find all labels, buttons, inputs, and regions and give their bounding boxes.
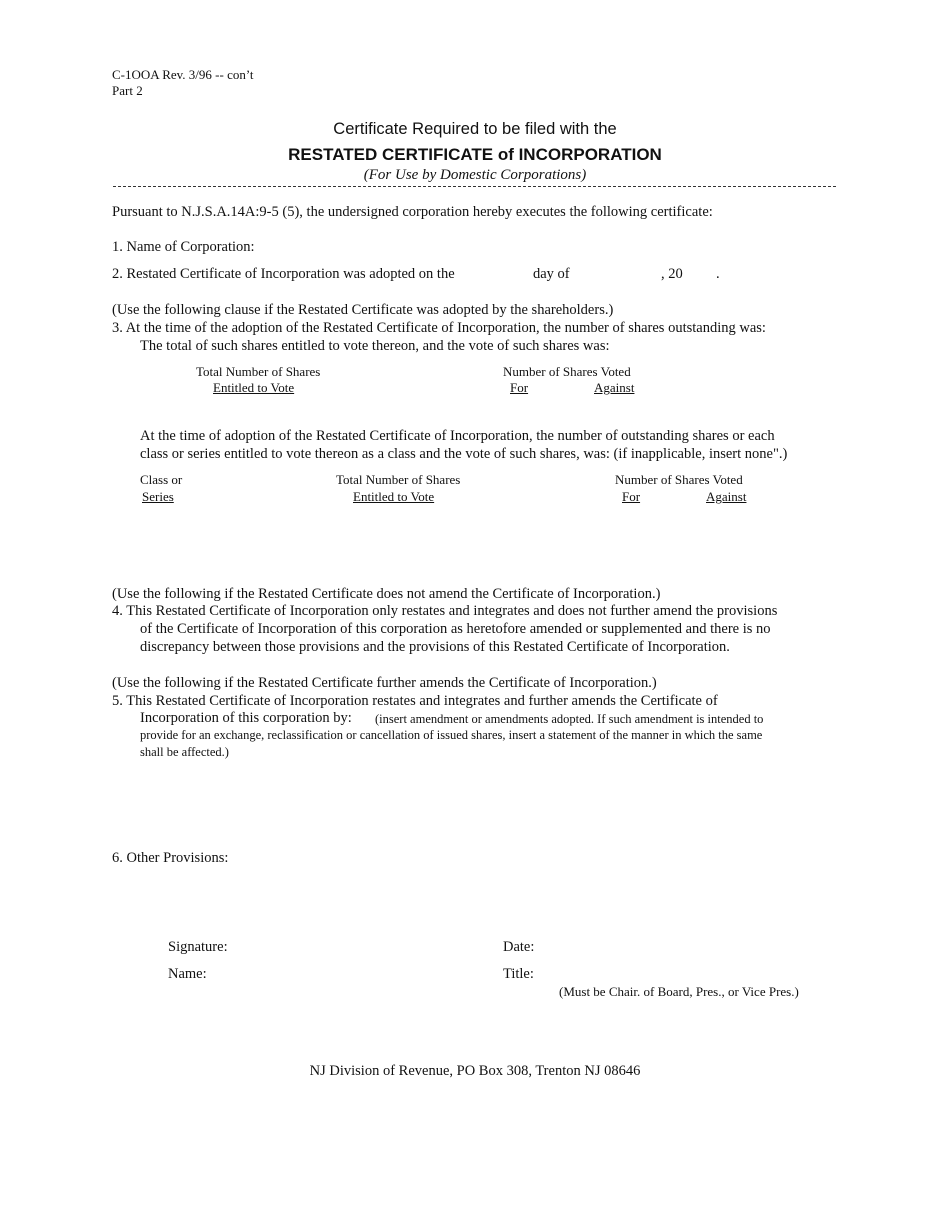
shareholders-clause: (Use the following clause if the Restated Certificate was adopted by the shareholders.): [112, 302, 614, 318]
footer-address: NJ Division of Revenue, PO Box 308, Trenton NJ 08646: [309, 1063, 641, 1079]
title-note: (Must be Chair. of Board, Pres., or Vice Pres.): [559, 984, 799, 999]
table1-col2-head: Number of Shares Voted: [503, 364, 631, 379]
item-4-line-2: of the Certificate of Incorporation of this corporation as heretofore amended or supplemented and there is no: [140, 621, 771, 637]
item-2-period: .: [716, 266, 720, 282]
item-2-adopted-on: 2. Restated Certificate of Incorporation was adopted on the: [112, 266, 455, 282]
item-3-line-1: 3. At the time of the adoption of the Restated Certificate of Incorporation, the number of shares outstanding was:: [112, 320, 766, 336]
item-4-line-1: 4. This Restated Certificate of Incorporation only restates and integrates and does not further amend the provisions: [112, 603, 778, 619]
class-paragraph-line-1: At the time of adoption of the Restated Certificate of Incorporation, the number of outstanding shares or each: [140, 428, 775, 444]
table1-col1-head: Total Number of Shares: [196, 364, 321, 379]
class-paragraph-line-2: class or series entitled to vote thereon as a class and the vote of such shares, was: (if inapplicable, insert none".): [140, 446, 788, 462]
name-label: Name:: [168, 966, 207, 982]
table1-col1-sub: Entitled to Vote: [213, 380, 295, 395]
table2-col3-for: For: [622, 489, 641, 504]
table2-col2-sub: Entitled to Vote: [353, 489, 435, 504]
signature-label: Signature:: [168, 939, 228, 955]
intro-text: Pursuant to N.J.S.A.14A:9-5 (5), the undersigned corporation hereby executes the following certificate:: [112, 204, 713, 220]
title-label: Title:: [503, 966, 534, 982]
item-2-day-of: day of: [533, 266, 570, 282]
table1-col2-against: Against: [594, 380, 635, 395]
item-3-line-2: The total of such shares entitled to vote thereon, and the vote of such shares was:: [140, 338, 610, 354]
table2-col1-head: Class or: [140, 472, 183, 487]
item-4-line-3: discrepancy between those provisions and the provisions of this Restated Certificate of Incorporation.: [140, 639, 730, 655]
table2-col2-head: Total Number of Shares: [336, 472, 461, 487]
page-title: RESTATED CERTIFICATE of INCORPORATION: [288, 145, 662, 164]
item-1-name-of-corporation: 1. Name of Corporation:: [112, 239, 255, 255]
table1-col2-for: For: [510, 380, 529, 395]
item-5-line-3: provide for an exchange, reclassification or cancellation of issued shares, insert a statement of the manner in which the same: [140, 728, 763, 742]
date-label: Date:: [503, 939, 535, 955]
item-5-line-4: shall be affected.): [140, 745, 229, 759]
item-5-line-1: 5. This Restated Certificate of Incorporation restates and integrates and further amends the Certificate of: [112, 693, 718, 709]
no-amend-clause: (Use the following if the Restated Certificate does not amend the Certificate of Incorporation.): [112, 586, 661, 602]
title-subtitle: (For Use by Domestic Corporations): [363, 167, 587, 183]
table2-col3-against: Against: [706, 489, 747, 504]
table2-col3-head: Number of Shares Voted: [615, 472, 743, 487]
item-6-other-provisions: 6. Other Provisions:: [112, 850, 229, 866]
item-5-line-2-note: (insert amendment or amendments adopted. If such amendment is intended to: [375, 712, 764, 726]
title-line-1: Certificate Required to be filed with the: [333, 120, 617, 138]
form-id: C-1OOA Rev. 3/96 -- con’t: [112, 67, 254, 82]
dashed-divider: [113, 186, 836, 187]
item-5-line-2-main: Incorporation of this corporation by:: [140, 710, 352, 726]
amend-clause: (Use the following if the Restated Certificate further amends the Certificate of Incorporation.): [112, 675, 657, 691]
item-2-year: , 20: [661, 266, 683, 282]
form-part: Part 2: [112, 83, 143, 98]
table2-col1-sub: Series: [142, 489, 174, 504]
